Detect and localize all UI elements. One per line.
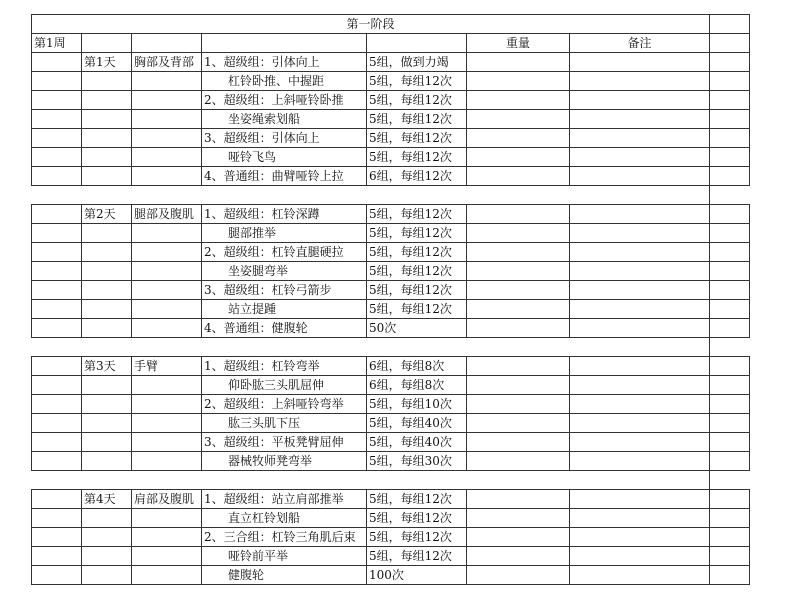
cell: [132, 414, 202, 433]
cell: [132, 300, 202, 319]
cell: [710, 167, 750, 186]
spacer-cell: [32, 471, 82, 490]
sets-cell: 100次: [367, 566, 467, 585]
cell: [82, 414, 132, 433]
spacer-cell: [467, 186, 570, 205]
table-row: [32, 300, 750, 319]
table-row: [32, 414, 750, 433]
table-row: [32, 167, 750, 186]
spacer-cell: [132, 471, 202, 490]
notes-cell: [570, 53, 710, 72]
exercise-cell: 4、普通组：曲臂哑铃上拉: [202, 167, 367, 186]
cell: [32, 148, 82, 167]
exercise-cell: 肱三头肌下压: [202, 414, 367, 433]
weight-cell: [467, 490, 570, 509]
cell: [32, 433, 82, 452]
spacer-cell: [82, 338, 132, 357]
weight-cell: [467, 509, 570, 528]
cell: [132, 110, 202, 129]
stage-title: 第一阶段: [32, 15, 710, 34]
weight-cell: [467, 433, 570, 452]
spacer-cell: [367, 186, 467, 205]
spacer-cell: [710, 471, 750, 490]
notes-cell: [570, 490, 710, 509]
cell: [82, 262, 132, 281]
exercise-cell: 哑铃飞鸟: [202, 148, 367, 167]
spacer-row: [32, 471, 750, 490]
cell: [32, 300, 82, 319]
weight-cell: [467, 205, 570, 224]
weight-cell: [467, 72, 570, 91]
cell: [82, 319, 132, 338]
sets-cell: 5组，每组40次: [367, 433, 467, 452]
cell: [710, 547, 750, 566]
exercise-cell: 1、超级组：杠铃深蹲: [202, 205, 367, 224]
table-row: [32, 91, 750, 110]
cell: [32, 72, 82, 91]
cell: [132, 34, 202, 53]
cell: [32, 376, 82, 395]
sets-cell: 5组，每组12次: [367, 110, 467, 129]
spacer-cell: [202, 471, 367, 490]
sets-cell: 6组，每组8次: [367, 357, 467, 376]
spreadsheet: [31, 14, 750, 585]
cell: [710, 110, 750, 129]
cell: [32, 262, 82, 281]
table-row: [32, 262, 750, 281]
cell: [710, 528, 750, 547]
table-row: [32, 528, 750, 547]
day-label: 第4天: [82, 490, 132, 509]
sets-cell: 5组，每组12次: [367, 528, 467, 547]
weight-cell: [467, 376, 570, 395]
table-row: [32, 243, 750, 262]
body-part: 肩部及腹肌: [132, 490, 202, 509]
cell: [202, 34, 367, 53]
table-row: [32, 281, 750, 300]
cell: [82, 452, 132, 471]
notes-cell: [570, 547, 710, 566]
weight-cell: [467, 110, 570, 129]
sets-cell: 5组，每组12次: [367, 300, 467, 319]
exercise-cell: 器械牧师凳弯举: [202, 452, 367, 471]
notes-cell: [570, 110, 710, 129]
table-row: [32, 148, 750, 167]
sets-cell: 5组，每组12次: [367, 281, 467, 300]
cell: [32, 490, 82, 509]
spacer-cell: [710, 186, 750, 205]
table-row: [32, 53, 750, 72]
notes-cell: [570, 433, 710, 452]
spacer-cell: [132, 338, 202, 357]
weight-cell: [467, 319, 570, 338]
spacer-cell: [570, 471, 710, 490]
cell: [82, 528, 132, 547]
cell: [710, 148, 750, 167]
exercise-cell: 杠铃卧推、中握距: [202, 72, 367, 91]
spacer-cell: [570, 338, 710, 357]
exercise-cell: 腿部推举: [202, 224, 367, 243]
cell: [132, 129, 202, 148]
cell: [132, 91, 202, 110]
sets-cell: 5组，每组12次: [367, 490, 467, 509]
table-row: [32, 129, 750, 148]
cell: [32, 395, 82, 414]
notes-cell: [570, 300, 710, 319]
cell: [82, 129, 132, 148]
sets-cell: 5组，每组12次: [367, 243, 467, 262]
body-part: 胸部及背部: [132, 53, 202, 72]
sets-cell: 5组，每组12次: [367, 205, 467, 224]
cell: [82, 433, 132, 452]
notes-header: 备注: [570, 34, 710, 53]
sets-cell: 5组，每组10次: [367, 395, 467, 414]
cell: [710, 243, 750, 262]
weight-cell: [467, 167, 570, 186]
notes-cell: [570, 91, 710, 110]
table-row: [32, 433, 750, 452]
cell: [32, 509, 82, 528]
day-label: 第3天: [82, 357, 132, 376]
cell: [132, 167, 202, 186]
weight-cell: [467, 414, 570, 433]
cell: [82, 148, 132, 167]
cell: [710, 566, 750, 585]
sets-cell: 5组，每组12次: [367, 91, 467, 110]
table-row: [32, 224, 750, 243]
weight-header: 重量: [467, 34, 570, 53]
cell: [710, 72, 750, 91]
cell: [710, 300, 750, 319]
notes-cell: [570, 395, 710, 414]
notes-cell: [570, 414, 710, 433]
cell: [710, 376, 750, 395]
weight-cell: [467, 452, 570, 471]
weight-cell: [467, 357, 570, 376]
cell: [82, 167, 132, 186]
cell: [82, 91, 132, 110]
cell: [32, 224, 82, 243]
table-row: [32, 205, 750, 224]
weight-cell: [467, 129, 570, 148]
notes-cell: [570, 205, 710, 224]
notes-cell: [570, 224, 710, 243]
exercise-cell: 健腹轮: [202, 566, 367, 585]
weight-cell: [467, 224, 570, 243]
cell: [710, 433, 750, 452]
body-part: 手臂: [132, 357, 202, 376]
cell: [82, 376, 132, 395]
weight-cell: [467, 528, 570, 547]
cell: [710, 91, 750, 110]
sets-cell: 5组，每组12次: [367, 148, 467, 167]
spacer-cell: [202, 338, 367, 357]
exercise-cell: 2、超级组：上斜哑铃卧推: [202, 91, 367, 110]
table-row: [32, 547, 750, 566]
cell: [132, 509, 202, 528]
table-row: [32, 376, 750, 395]
cell: [32, 243, 82, 262]
sets-cell: 5组，每组12次: [367, 547, 467, 566]
cell: [710, 509, 750, 528]
notes-cell: [570, 72, 710, 91]
sets-cell: 5组，每组12次: [367, 72, 467, 91]
spacer-cell: [367, 471, 467, 490]
cell: [82, 509, 132, 528]
exercise-cell: 坐姿绳索划船: [202, 110, 367, 129]
cell: [32, 566, 82, 585]
spacer-cell: [82, 186, 132, 205]
table-row: [32, 395, 750, 414]
weight-cell: [467, 91, 570, 110]
weight-cell: [467, 243, 570, 262]
exercise-cell: 站立提踵: [202, 300, 367, 319]
cell: [710, 205, 750, 224]
exercise-cell: 坐姿腿弯举: [202, 262, 367, 281]
weight-cell: [467, 281, 570, 300]
exercise-cell: 2、超级组：上斜哑铃弯举: [202, 395, 367, 414]
table-row: [32, 72, 750, 91]
spacer-cell: [467, 338, 570, 357]
cell: [710, 490, 750, 509]
cell: [32, 319, 82, 338]
cell: [32, 547, 82, 566]
notes-cell: [570, 452, 710, 471]
spacer-cell: [132, 186, 202, 205]
notes-cell: [570, 357, 710, 376]
spacer-cell: [32, 186, 82, 205]
cell: [32, 357, 82, 376]
cell: [132, 566, 202, 585]
exercise-cell: 4、普通组：健腹轮: [202, 319, 367, 338]
cell: [132, 452, 202, 471]
cell: [132, 376, 202, 395]
table-row: [32, 566, 750, 585]
cell: [82, 300, 132, 319]
cell: [710, 224, 750, 243]
spacer-cell: [467, 471, 570, 490]
cell: [32, 91, 82, 110]
spacer-cell: [32, 338, 82, 357]
sets-cell: 5组，每组12次: [367, 224, 467, 243]
cell: [710, 357, 750, 376]
weight-cell: [467, 566, 570, 585]
sets-cell: 50次: [367, 319, 467, 338]
spacer-cell: [710, 338, 750, 357]
cell: [710, 15, 750, 34]
exercise-cell: 1、超级组：站立肩部推举: [202, 490, 367, 509]
exercise-cell: 仰卧肱三头肌屈伸: [202, 376, 367, 395]
weight-cell: [467, 53, 570, 72]
notes-cell: [570, 167, 710, 186]
cell: [710, 34, 750, 53]
training-table: [31, 14, 750, 585]
table-row: [32, 357, 750, 376]
table-row: [32, 452, 750, 471]
sets-cell: 5组，做到力竭: [367, 53, 467, 72]
cell: [82, 547, 132, 566]
cell: [132, 395, 202, 414]
sets-cell: 5组，每组40次: [367, 414, 467, 433]
cell: [82, 243, 132, 262]
notes-cell: [570, 528, 710, 547]
cell: [32, 452, 82, 471]
cell: [132, 262, 202, 281]
body-part: 腿部及腹肌: [132, 205, 202, 224]
spacer-cell: [367, 338, 467, 357]
spacer-cell: [570, 186, 710, 205]
cell: [82, 566, 132, 585]
cell: [132, 148, 202, 167]
sets-cell: 5组，每组12次: [367, 262, 467, 281]
table-row: [32, 509, 750, 528]
table-row: [32, 110, 750, 129]
cell: [132, 319, 202, 338]
cell: [32, 414, 82, 433]
exercise-cell: 1、超级组：杠铃弯举: [202, 357, 367, 376]
sets-cell: 5组，每组12次: [367, 129, 467, 148]
weight-cell: [467, 148, 570, 167]
cell: [132, 72, 202, 91]
sets-cell: 6组，每组8次: [367, 376, 467, 395]
notes-cell: [570, 319, 710, 338]
cell: [710, 262, 750, 281]
spacer-cell: [202, 186, 367, 205]
cell: [32, 281, 82, 300]
cell: [132, 433, 202, 452]
spacer-row: [32, 186, 750, 205]
cell: [32, 129, 82, 148]
table-row: [32, 319, 750, 338]
cell: [710, 414, 750, 433]
cell: [132, 243, 202, 262]
cell: [132, 224, 202, 243]
cell: [32, 53, 82, 72]
cell: [710, 452, 750, 471]
cell: [32, 205, 82, 224]
cell: [132, 281, 202, 300]
exercise-cell: 3、超级组：平板凳臂屈伸: [202, 433, 367, 452]
cell: [82, 224, 132, 243]
cell: [82, 72, 132, 91]
sets-cell: 5组，每组30次: [367, 452, 467, 471]
day-label: 第1天: [82, 53, 132, 72]
cell: [710, 53, 750, 72]
cell: [82, 110, 132, 129]
exercise-cell: 3、超级组：引体向上: [202, 129, 367, 148]
spacer-cell: [82, 471, 132, 490]
exercise-cell: 哑铃前平举: [202, 547, 367, 566]
notes-cell: [570, 566, 710, 585]
exercise-cell: 2、超级组：杠铃直腿硬拉: [202, 243, 367, 262]
sets-cell: 5组，每组12次: [367, 509, 467, 528]
notes-cell: [570, 262, 710, 281]
weight-cell: [467, 300, 570, 319]
cell: [132, 528, 202, 547]
weight-cell: [467, 547, 570, 566]
cell: [367, 34, 467, 53]
notes-cell: [570, 243, 710, 262]
week-label: 第1周: [32, 34, 82, 53]
sets-cell: 6组，每组12次: [367, 167, 467, 186]
day-label: 第2天: [82, 205, 132, 224]
exercise-cell: 2、三合组：杠铃三角肌后束: [202, 528, 367, 547]
notes-cell: [570, 129, 710, 148]
table-row: [32, 490, 750, 509]
cell: [132, 547, 202, 566]
cell: [710, 281, 750, 300]
cell: [32, 110, 82, 129]
exercise-cell: 1、超级组：引体向上: [202, 53, 367, 72]
notes-cell: [570, 376, 710, 395]
cell: [710, 129, 750, 148]
cell: [82, 395, 132, 414]
weight-cell: [467, 262, 570, 281]
notes-cell: [570, 281, 710, 300]
cell: [82, 281, 132, 300]
spacer-row: [32, 338, 750, 357]
weight-cell: [467, 395, 570, 414]
exercise-cell: 3、超级组：杠铃弓箭步: [202, 281, 367, 300]
cell: [82, 34, 132, 53]
cell: [32, 528, 82, 547]
cell: [32, 167, 82, 186]
cell: [710, 319, 750, 338]
cell: [710, 395, 750, 414]
notes-cell: [570, 148, 710, 167]
exercise-cell: 直立杠铃划船: [202, 509, 367, 528]
notes-cell: [570, 509, 710, 528]
